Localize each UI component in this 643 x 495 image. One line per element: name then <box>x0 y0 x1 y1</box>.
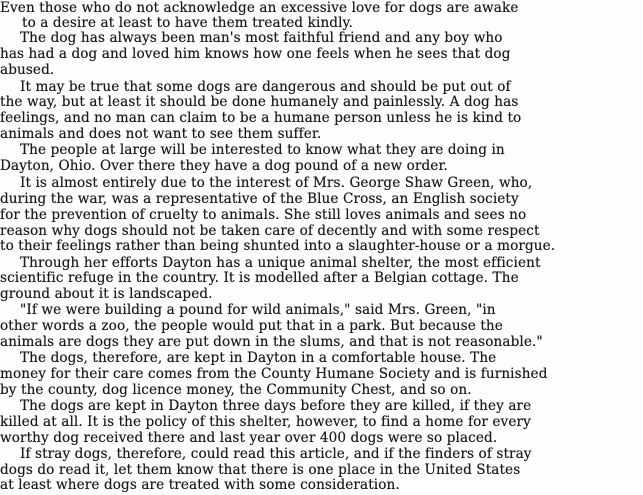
article-line-26: The dogs are kept in Dayton three days before they are killed, if they are <box>20 398 532 414</box>
article-line-13: during the war, was a representative of the Blue Cross, an English society <box>0 191 519 207</box>
article-line-12: It is almost entirely due to the interest of Mrs. George Shaw Green, who, <box>20 175 533 191</box>
article-line-8: feelings, and no man can claim to be a humane person unless he is kind to <box>0 110 522 126</box>
article-line-30: dogs do read it, let them know that there is one place in the United States <box>0 462 521 478</box>
article-line-18: scientific refuge in the country. It is modelled after a Belgian cottage. The <box>0 270 519 286</box>
article-line-10: The people at large will be interested to know what they are doing in <box>20 142 505 158</box>
article-line-4: has had a dog and loved him knows how one feels when he sees that dog <box>0 46 511 62</box>
article-line-27: killed at all. It is the policy of this shelter, however, to find a home for every <box>0 414 531 430</box>
article-line-6: It may be true that some dogs are dangerous and should be put out of <box>20 79 511 95</box>
article-line-17: Through her efforts Dayton has a unique animal shelter, the most efficient <box>20 255 541 271</box>
article-line-22: animals are dogs they are put down in the slums, and that is not reasonable." <box>0 334 543 350</box>
article-line-20: "If we were building a pound for wild animals," said Mrs. Green, "in <box>20 302 496 318</box>
article-line-14: for the prevention of cruelty to animals. She still loves animals and sees no <box>0 207 527 223</box>
article-line-11: Dayton, Ohio. Over there they have a dog pound of a new order. <box>0 158 448 174</box>
article-line-5: abused. <box>0 62 55 78</box>
article-line-21: other words a zoo, the people would put that in a park. But because the <box>0 318 503 334</box>
article-line-23: The dogs, therefore, are kept in Dayton in a comfortable house. The <box>20 350 497 366</box>
article-line-24: money for their care comes from the County Humane Society and is furnished <box>0 366 548 382</box>
article-line-3: The dog has always been man's most faithful friend and any boy who <box>20 30 503 46</box>
article-line-31: at least where dogs are treated with some consideration. <box>0 477 400 493</box>
article-line-7: the way, but at least it should be done humanely and painlessly. A dog has <box>0 94 519 110</box>
article-line-1: Even those who do not acknowledge an excessive love for dogs are awake <box>0 0 519 16</box>
article-line-9: animals and does not want to see them suffer. <box>0 126 322 142</box>
article-line-28: worthy dog received there and last year over 400 dogs were so placed. <box>0 430 498 446</box>
article-line-16: to their feelings rather than being shunted into a slaughter-house or a morgue. <box>0 238 556 254</box>
article-line-25: by the county, dog licence money, the Community Chest, and so on. <box>0 382 472 398</box>
article-line-15: reason why dogs should not be taken care of decently and with some respect <box>0 223 540 239</box>
article-line-2: to a desire at least to have them treated kindly. <box>22 15 353 31</box>
article-line-19: ground about it is landscaped. <box>0 286 213 302</box>
article-line-29: If stray dogs, therefore, could read this article, and if the finders of stray <box>20 446 532 462</box>
